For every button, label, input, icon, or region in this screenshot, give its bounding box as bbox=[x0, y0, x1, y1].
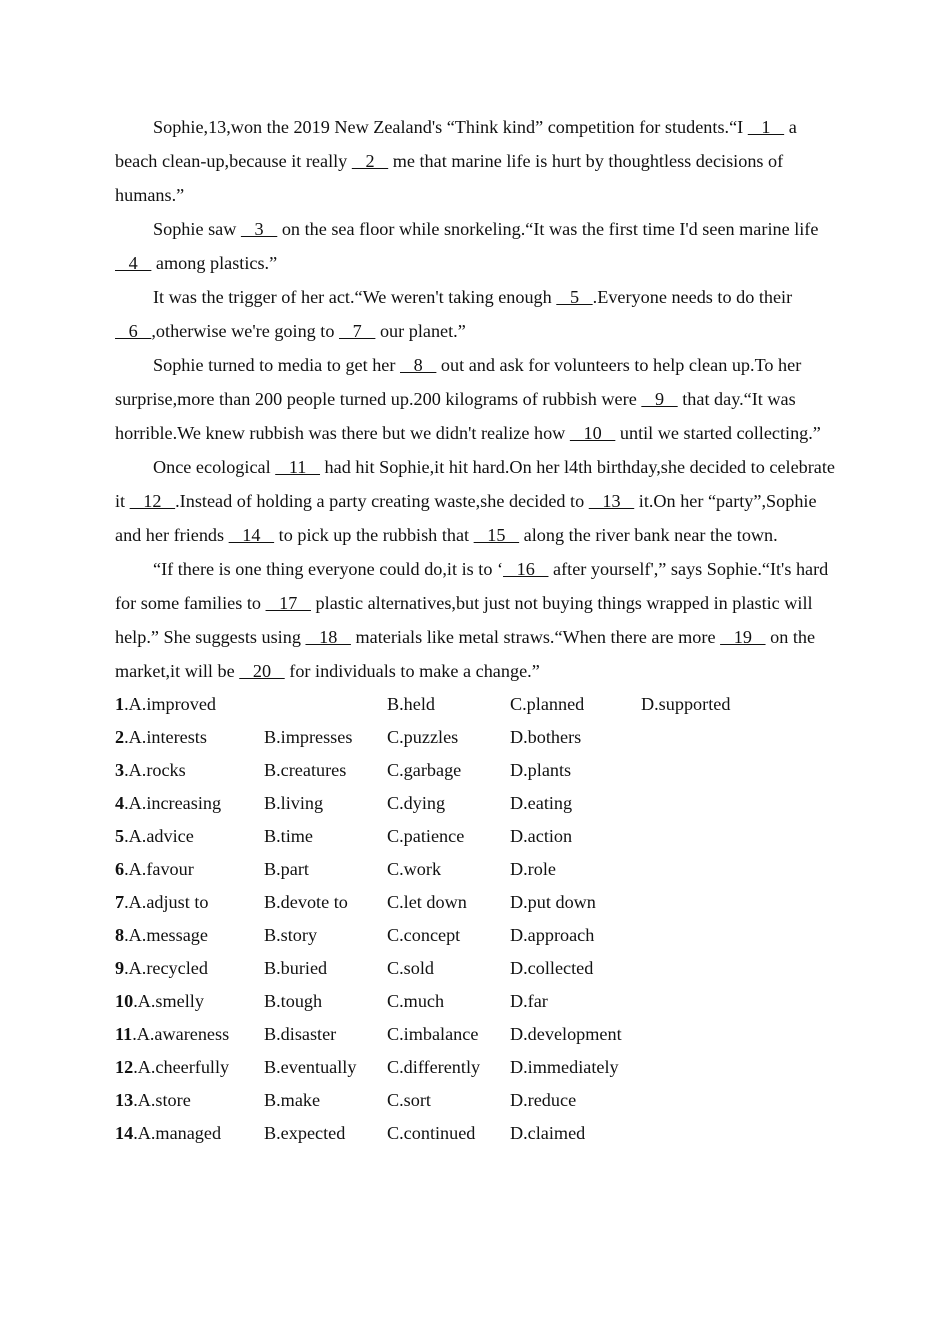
question-number: 7 bbox=[115, 892, 125, 912]
option-c: C.sold bbox=[387, 958, 434, 978]
option-b: B.make bbox=[264, 1090, 321, 1110]
option-d: D.reduce bbox=[510, 1090, 577, 1110]
passage-text: Once ecological bbox=[153, 457, 276, 477]
option-d: D.supported bbox=[641, 694, 731, 714]
passage-text: .Everyone needs to do their bbox=[592, 287, 793, 307]
passage-text: for individuals to make a change.” bbox=[284, 661, 540, 681]
question-number: 3 bbox=[115, 760, 125, 780]
option-row bbox=[115, 886, 835, 919]
option-row bbox=[115, 1018, 835, 1051]
passage-paragraph bbox=[115, 280, 835, 348]
blank-number: 16 bbox=[503, 559, 549, 579]
option-b: B.tough bbox=[264, 991, 323, 1011]
option-b: B.held bbox=[387, 694, 435, 714]
blank-number: 15 bbox=[473, 525, 520, 545]
option-a: 6.A.favour bbox=[115, 859, 194, 879]
question-number: 13 bbox=[115, 1090, 134, 1110]
option-row bbox=[115, 1084, 835, 1117]
option-row bbox=[115, 688, 835, 721]
option-a: 12.A.cheerfully bbox=[115, 1057, 230, 1077]
passage-text: our planet.” bbox=[375, 321, 466, 341]
question-number: 12 bbox=[115, 1057, 134, 1077]
question-number: 9 bbox=[115, 958, 125, 978]
option-c: C.work bbox=[387, 859, 442, 879]
option-c: C.planned bbox=[510, 694, 585, 714]
option-row bbox=[115, 721, 835, 754]
blank-number: 11 bbox=[275, 457, 320, 477]
option-b: B.creatures bbox=[264, 760, 347, 780]
option-b: B.part bbox=[264, 859, 309, 879]
option-c: C.sort bbox=[387, 1090, 431, 1110]
option-row bbox=[115, 1051, 835, 1084]
passage-text: on the sea floor while snorkeling.“It was the first time I'd seen marine life bbox=[277, 219, 819, 239]
passage-text: .Instead of holding a party creating waste,she decided to bbox=[175, 491, 589, 511]
option-a: 13.A.store bbox=[115, 1090, 191, 1110]
option-c: C.continued bbox=[387, 1123, 476, 1143]
passage-text: along the river bank near the town. bbox=[519, 525, 778, 545]
passage-paragraph bbox=[115, 450, 835, 552]
option-d: D.immediately bbox=[510, 1057, 619, 1077]
question-number: 8 bbox=[115, 925, 125, 945]
option-a: 10.A.smelly bbox=[115, 991, 204, 1011]
blank-number: 10 bbox=[569, 423, 616, 443]
cloze-passage bbox=[115, 110, 835, 688]
blank-number: 18 bbox=[305, 627, 351, 647]
option-row bbox=[115, 853, 835, 886]
blank-number: 3 bbox=[240, 219, 278, 239]
option-row bbox=[115, 820, 835, 853]
question-number: 1 bbox=[115, 694, 125, 714]
option-d: D.put down bbox=[510, 892, 596, 912]
option-c: C.imbalance bbox=[387, 1024, 479, 1044]
option-row bbox=[115, 787, 835, 820]
passage-text: a beach clean-up,because it really bbox=[115, 117, 797, 171]
option-row bbox=[115, 754, 835, 787]
passage-text: on the market,it will be bbox=[115, 627, 816, 681]
question-number: 10 bbox=[115, 991, 134, 1011]
option-c: C.puzzles bbox=[387, 727, 459, 747]
option-b: B.impresses bbox=[264, 727, 353, 747]
option-row bbox=[115, 919, 835, 952]
option-d: D.collected bbox=[510, 958, 594, 978]
blank-number: 14 bbox=[228, 525, 275, 545]
passage-text: Sophie turned to media to get her bbox=[153, 355, 400, 375]
passage-paragraph bbox=[115, 552, 835, 688]
passage-text: after yourself',” says Sophie.“It's hard for some families to bbox=[115, 559, 829, 613]
option-b: B.story bbox=[264, 925, 318, 945]
passage-paragraph bbox=[115, 110, 835, 212]
passage-paragraph bbox=[115, 348, 835, 450]
blank-number: 20 bbox=[239, 661, 285, 681]
question-number: 5 bbox=[115, 826, 125, 846]
document-page bbox=[115, 110, 835, 1150]
passage-text: had hit Sophie,it hit hard.On her l4th birthday,she decided to celebrate it bbox=[115, 457, 835, 511]
option-a: 4.A.increasing bbox=[115, 793, 222, 813]
option-b: B.expected bbox=[264, 1123, 346, 1143]
option-d: D.claimed bbox=[510, 1123, 586, 1143]
option-c: C.much bbox=[387, 991, 445, 1011]
option-d: D.bothers bbox=[510, 727, 582, 747]
question-number: 11 bbox=[115, 1024, 133, 1044]
option-b: B.eventually bbox=[264, 1057, 357, 1077]
option-row bbox=[115, 985, 835, 1018]
blank-number: 12 bbox=[129, 491, 176, 511]
question-number: 2 bbox=[115, 727, 125, 747]
passage-text: among plastics.” bbox=[151, 253, 278, 273]
blank-number: 13 bbox=[588, 491, 635, 511]
blank-number: 6 bbox=[115, 321, 152, 341]
option-a: 9.A.recycled bbox=[115, 958, 208, 978]
option-d: D.eating bbox=[510, 793, 573, 813]
blank-number: 5 bbox=[556, 287, 593, 307]
question-number: 4 bbox=[115, 793, 125, 813]
option-a: 2.A.interests bbox=[115, 727, 207, 747]
passage-text: plastic alternatives,but just not buying things wrapped in plastic will help.” She suggests using bbox=[115, 593, 813, 647]
option-d: D.far bbox=[510, 991, 548, 1011]
passage-text: that day.“It was horrible.We knew rubbish was there but we didn't realize how bbox=[115, 389, 796, 443]
option-b: B.time bbox=[264, 826, 314, 846]
option-a: 14.A.managed bbox=[115, 1123, 222, 1143]
option-a: 7.A.adjust to bbox=[115, 892, 209, 912]
passage-text: “If there is one thing everyone could do,it is to ‘ bbox=[153, 559, 504, 579]
passage-text: out and ask for volunteers to help clean up.To her surprise,more than 200 people turned up.200 kilograms of rubbish were bbox=[115, 355, 802, 409]
blank-number: 8 bbox=[400, 355, 437, 375]
option-a: 11.A.awareness bbox=[115, 1024, 230, 1044]
passage-text: It was the trigger of her act.“We weren't taking enough bbox=[153, 287, 557, 307]
option-d: D.role bbox=[510, 859, 556, 879]
passage-text: materials like metal straws.“When there are more bbox=[350, 627, 721, 647]
blank-number: 19 bbox=[720, 627, 766, 647]
option-b: B.buried bbox=[264, 958, 328, 978]
option-b: B.living bbox=[264, 793, 324, 813]
passage-text: Sophie,13,won the 2019 New Zealand's “Think kind” competition for students.“I bbox=[153, 117, 748, 137]
option-d: D.plants bbox=[510, 760, 572, 780]
option-row bbox=[115, 1117, 835, 1150]
question-number: 6 bbox=[115, 859, 125, 879]
option-a: 3.A.rocks bbox=[115, 760, 186, 780]
blank-number: 4 bbox=[115, 253, 152, 273]
option-d: D.approach bbox=[510, 925, 595, 945]
blank-number: 17 bbox=[265, 593, 311, 613]
blank-number: 7 bbox=[339, 321, 376, 341]
passage-text: it.On her “party”,Sophie and her friends bbox=[115, 491, 817, 545]
option-b: B.devote to bbox=[264, 892, 348, 912]
option-b: B.disaster bbox=[264, 1024, 337, 1044]
blank-number: 9 bbox=[641, 389, 678, 409]
passage-text: me that marine life is hurt by thoughtless decisions of humans.” bbox=[115, 151, 784, 205]
option-a: 1.A.improved bbox=[115, 694, 217, 714]
option-c: C.differently bbox=[387, 1057, 481, 1077]
option-d: D.development bbox=[510, 1024, 622, 1044]
answer-options bbox=[115, 688, 835, 1150]
option-c: C.patience bbox=[387, 826, 465, 846]
blank-number: 1 bbox=[747, 117, 785, 137]
option-a: 8.A.message bbox=[115, 925, 208, 945]
passage-text: ,otherwise we're going to bbox=[151, 321, 340, 341]
option-c: C.dying bbox=[387, 793, 446, 813]
passage-text: to pick up the rubbish that bbox=[274, 525, 474, 545]
passage-text: until we started collecting.” bbox=[615, 423, 821, 443]
option-a: 5.A.advice bbox=[115, 826, 194, 846]
option-c: C.concept bbox=[387, 925, 461, 945]
option-row bbox=[115, 952, 835, 985]
option-c: C.garbage bbox=[387, 760, 462, 780]
passage-paragraph bbox=[115, 212, 835, 280]
blank-number: 2 bbox=[351, 151, 389, 171]
option-c: C.let down bbox=[387, 892, 467, 912]
passage-text: Sophie saw bbox=[153, 219, 241, 239]
question-number: 14 bbox=[115, 1123, 134, 1143]
option-d: D.action bbox=[510, 826, 573, 846]
